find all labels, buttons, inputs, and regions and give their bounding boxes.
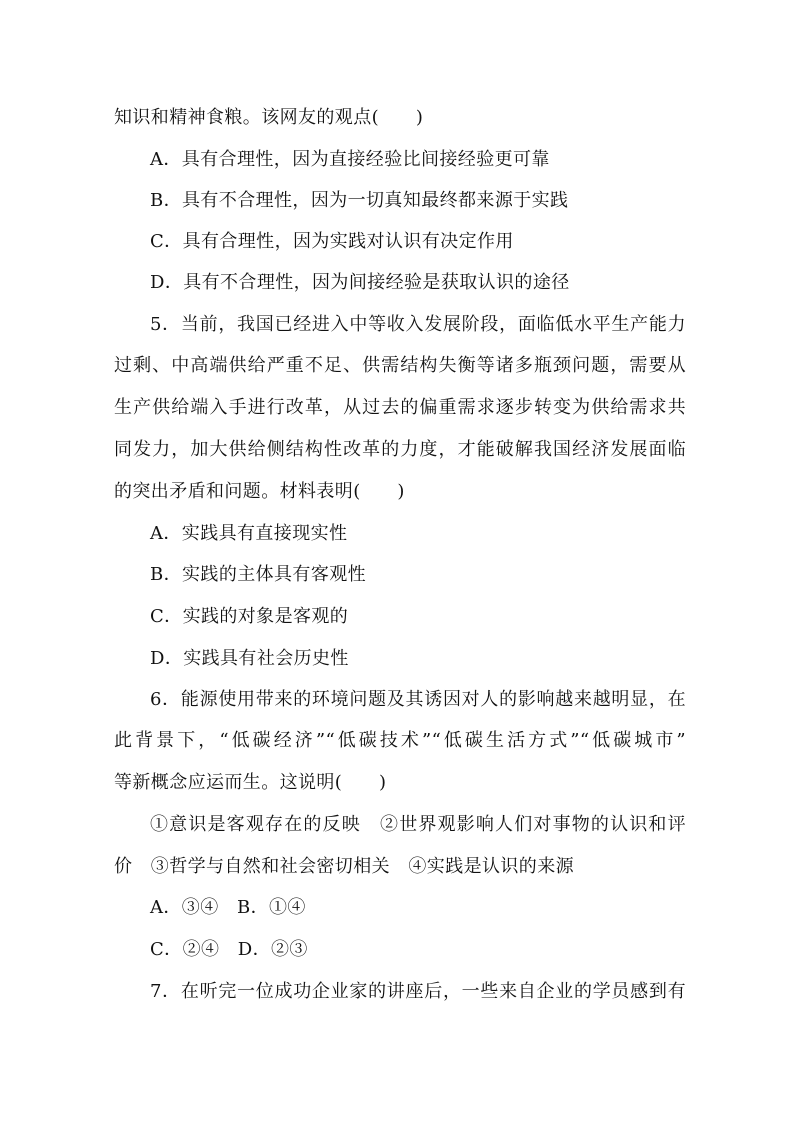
q4-option-b: B．具有不合理性，因为一切真知最终都来源于实践 xyxy=(150,190,569,211)
q4-option-d: D．具有不合理性，因为间接经验是获取认识的途径 xyxy=(150,272,570,293)
q5-stem-line-5: 的突出矛盾和问题。材料表明( ) xyxy=(114,481,405,502)
q6-stem-line-3: 等新概念应运而生。这说明( ) xyxy=(114,772,387,793)
q7-stem-line-1: 7．在听完一位成功企业家的讲座后，一些来自企业的学员感到有 xyxy=(150,981,686,1002)
q5-option-a: A．实践具有直接现实性 xyxy=(150,523,348,544)
q6-options-cd: C．②④ D．②③ xyxy=(150,939,308,960)
q5-option-b: B．实践的主体具有客观性 xyxy=(150,564,367,585)
q4-option-c: C．具有合理性，因为实践对认识有决定作用 xyxy=(150,231,514,252)
q5-stem-line-4: 同发力，加大供给侧结构性改革的力度，才能破解我国经济发展面临 xyxy=(114,439,686,460)
q4-stem-end: 知识和精神食粮。该网友的观点( ) xyxy=(114,107,424,128)
q6-stem-line-2: 此背景下，“低碳经济”“低碳技术”“低碳生活方式”“低碳城市” xyxy=(114,730,686,751)
q5-option-d: D．实践具有社会历史性 xyxy=(150,648,349,669)
q5-stem-line-3: 生产供给端入手进行改革，从过去的偏重需求逐步转变为供给需求共 xyxy=(114,397,686,418)
q6-stem-line-1: 6．能源使用带来的环境问题及其诱因对人的影响越来越明显，在 xyxy=(150,689,686,710)
q4-option-a: A．具有合理性，因为直接经验比间接经验更可靠 xyxy=(150,149,550,170)
q5-stem-line-1: 5．当前，我国已经进入中等收入发展阶段，面临低水平生产能力 xyxy=(150,314,686,335)
q5-stem-line-2: 过剩、中高端供给严重不足、供需结构失衡等诸多瓶颈问题，需要从 xyxy=(114,355,686,376)
q6-options-ab: A．③④ B．①④ xyxy=(150,897,306,918)
q6-statements-line-2: 价 ③哲学与自然和社会密切相关 ④实践是认识的来源 xyxy=(114,856,574,877)
q5-option-c: C．实践的对象是客观的 xyxy=(150,606,349,627)
q6-statements-line-1: ①意识是客观存在的反映 ②世界观影响人们对事物的认识和评 xyxy=(150,814,686,835)
